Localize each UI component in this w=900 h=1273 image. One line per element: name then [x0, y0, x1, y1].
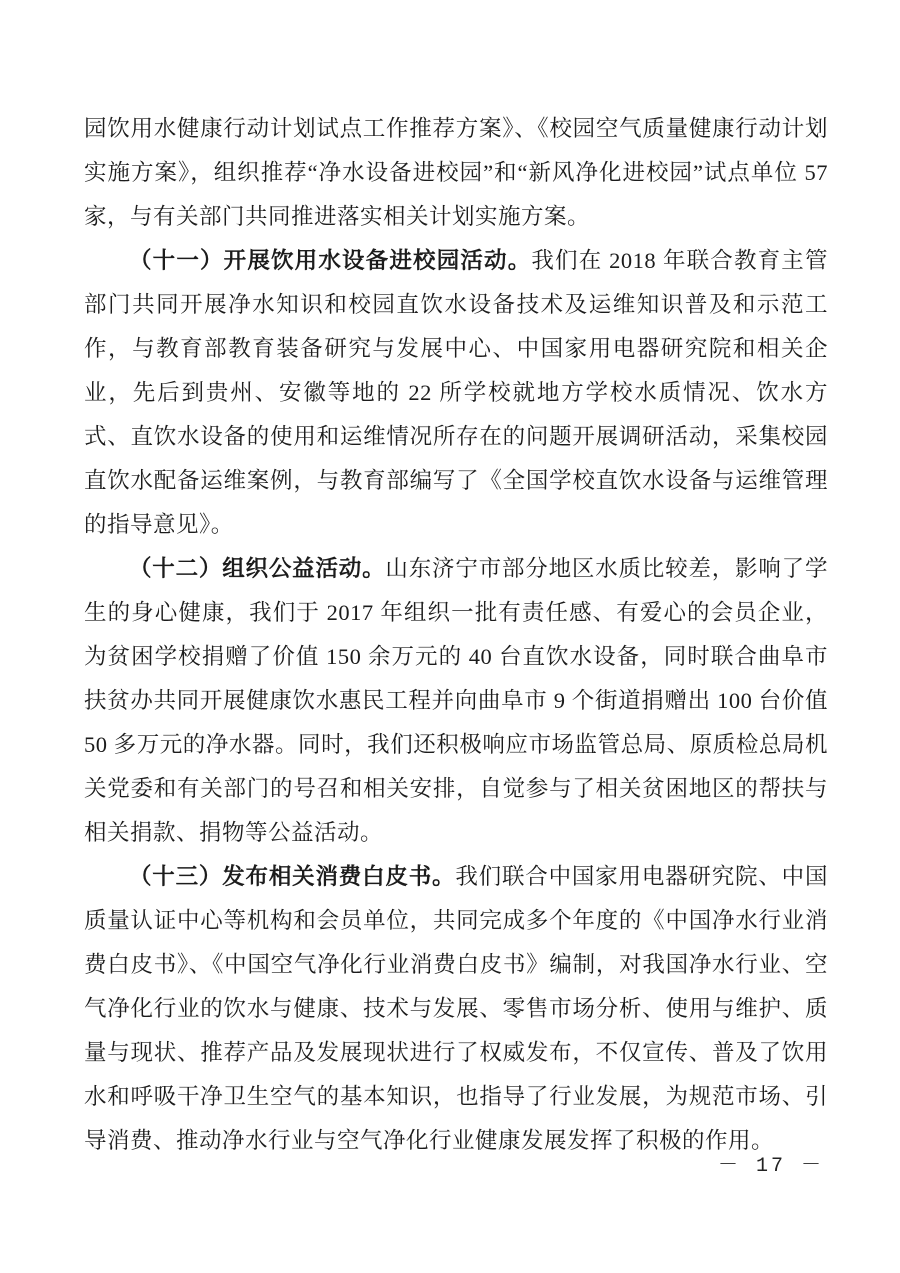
paragraph-section-11 — [84, 239, 828, 547]
paragraph-text: 园饮用水健康行动计划试点工作推荐方案》、《校园空气质量健康行动计划实施方案》，组织推荐“净水设备进校园”和“新风净化进校园”试点单位 57 家，与有关部门共同推进落实相关计划实施方案。 — [84, 116, 828, 229]
paragraph-continuation — [84, 107, 828, 239]
document-body — [84, 107, 828, 1163]
section-11-heading: （十一）开展饮用水设备进校园活动。 — [129, 248, 532, 273]
paragraph-section-12 — [84, 547, 828, 855]
section-13-heading: （十三）发布相关消费白皮书。 — [129, 864, 456, 889]
paragraph-section-13 — [84, 855, 828, 1163]
section-12-heading: （十二）组织公益活动。 — [129, 556, 386, 581]
paragraph-text: 山东济宁市部分地区水质比较差，影响了学生的身心健康，我们于 2017 年组织一批有责任感、有爱心的会员企业，为贫困学校捐赠了价值 150 余万元的 40 台直饮水设备，同时联合曲阜市扶贫办共同开展健康饮水惠民工程并向曲阜市 9 个街道捐赠出 100 台价值 50 多万元的净水器。同时，我们还积极响应市场监管总局、原质检总局机关党委和有关部门的号召和相关安排，自觉参与了相关贫困地区的帮扶与相关捐款、捐物等公益活动。 — [84, 556, 828, 845]
paragraph-text: 我们联合中国家用电器研究院、中国质量认证中心等机构和会员单位，共同完成多个年度的《中国净水行业消费白皮书》、《中国空气净化行业消费白皮书》编制，对我国净水行业、空气净化行业的饮水与健康、技术与发展、零售市场分析、使用与维护、质量与现状、推荐产品及发展现状进行了权威发布，不仅宣传、普及了饮用水和呼吸干净卫生空气的基本知识，也指导了行业发展，为规范市场、引导消费、推动净水行业与空气净化行业健康发展发挥了积极的作用。 — [84, 864, 828, 1153]
page-number: － 17 － — [717, 1155, 824, 1178]
paragraph-text: 我们在 2018 年联合教育主管部门共同开展净水知识和校园直饮水设备技术及运维知识普及和示范工作，与教育部教育装备研究与发展中心、中国家用电器研究院和相关企业，先后到贵州、安徽等地的 22 所学校就地方学校水质情况、饮水方式、直饮水设备的使用和运维情况所存在的问题开展调研活动，采集校园直饮水配备运维案例，与教育部编写了《全国学校直饮水设备与运维管理的指导意见》。 — [84, 248, 828, 537]
